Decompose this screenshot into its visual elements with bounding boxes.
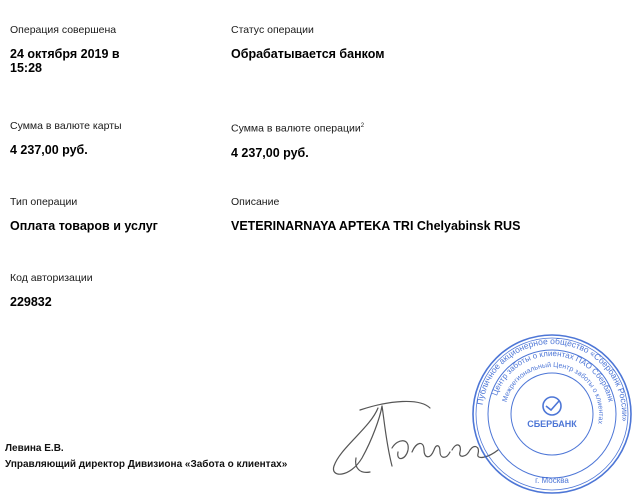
stamp-logo-text: СБЕРБАНК [527, 419, 577, 429]
description-value: VETERINARNAYA APTEKA TRI Chelyabinsk RUS [231, 219, 521, 233]
authorization-code-label: Код авторизации [10, 272, 93, 284]
card-currency-amount-field [10, 120, 122, 157]
bank-stamp [470, 332, 634, 496]
operation-currency-amount-field [231, 120, 364, 160]
signer-title: Управляющий директор Дивизиона «Забота о клиентах» [5, 459, 288, 470]
description-label: Описание [231, 196, 280, 208]
operation-type-field [10, 196, 158, 233]
card-currency-amount-value: 4 237,00 руб. [10, 143, 88, 157]
operation-status-field [231, 24, 384, 61]
operation-status-label: Статус операции [231, 24, 314, 36]
stamp-middle-text: Центр заботы о клиентах ПАО Сбербанк [490, 348, 616, 403]
signer-name: Левина Е.В. [5, 443, 64, 454]
authorization-code-field [10, 272, 93, 309]
operation-currency-amount-label: Сумма в валюте операции [231, 122, 361, 135]
operation-completed-label: Операция совершена [10, 24, 117, 36]
stamp-city: г. Москва [535, 476, 569, 485]
stamp-outer-text: Публичное акционерное общество «Сбербанк России» [474, 335, 631, 422]
authorization-code-value: 229832 [10, 295, 52, 309]
footnote-marker: 2 [360, 123, 365, 129]
operation-completed-field [10, 24, 150, 75]
card-currency-amount-label: Сумма в валюте карты [10, 120, 122, 132]
operation-currency-amount-label-row [231, 120, 364, 136]
operation-status-value: Обрабатывается банком [231, 47, 385, 61]
operation-type-value: Оплата товаров и услуг [10, 219, 158, 233]
description-field [231, 196, 520, 233]
operation-type-label: Тип операции [10, 196, 78, 208]
stamp-inner-text: Межрегиональный Центр заботы о клиентах [501, 361, 605, 425]
sberbank-logo-icon [543, 397, 561, 415]
operation-currency-amount-value: 4 237,00 руб. [231, 145, 309, 160]
operation-completed-value: 24 октября 2019 в 15:28 [10, 47, 120, 75]
